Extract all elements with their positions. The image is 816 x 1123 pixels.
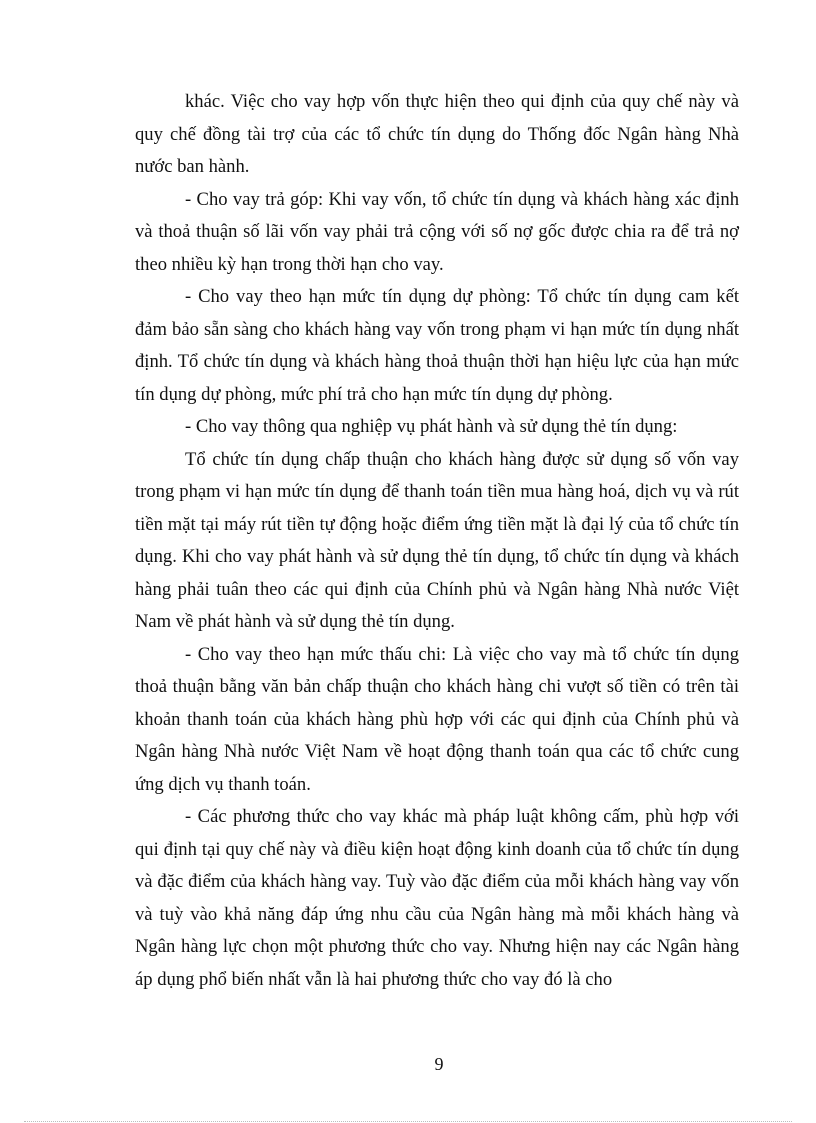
paragraph-other-methods: - Các phương thức cho vay khác mà pháp luật không cấm, phù hợp với qui định tại quy chế này và điều kiện hoạt động kinh doanh của tổ chức tín dụng và đặc điểm của khách hàng vay. Tuỳ vào đặc điểm của mỗi khách hàng vay vốn và tuỳ vào khả năng đáp ứng nhu cầu của Ngân hàng mà mỗi khách hàng và Ngân hàng lực chọn một phương thức cho vay. Nhưng hiện nay các Ngân hàng áp dụng phổ biến nhất vẫn là hai phương thức cho vay đó là cho [135, 806, 739, 990]
body-text [135, 86, 739, 996]
paragraph-credit-card-details: Tổ chức tín dụng chấp thuận cho khách hàng được sử dụng số vốn vay trong phạm vi hạn mức tín dụng để thanh toán tiền mua hàng hoá, dịch vụ và rút tiền mặt tại máy rút tiền tự động hoặc điểm ứng tiền mặt là đại lý của tổ chức tín dụng. Khi cho vay phát hành và sử dụng thẻ tín dụng, tổ chức tín dụng và khách hàng phải tuân theo các qui định của Chính phủ và Ngân hàng Nhà nước Việt Nam về phát hành và sử dụng thẻ tín dụng. [135, 448, 739, 632]
paragraph-syndicated-loan: khác. Việc cho vay hợp vốn thực hiện theo qui định của quy chế này và quy chế đồng tài trợ của các tổ chức tín dụng do Thống đốc Ngân hàng Nhà nước ban hành. [135, 91, 739, 177]
paragraph-overdraft-loan: - Cho vay theo hạn mức thấu chi: Là việc cho vay mà tổ chức tín dụng thoả thuận bằng văn bản chấp thuận cho khách hàng chi vượt số tiền có trên tài khoản thanh toán của khách hàng phù hợp với các qui định của Chính phủ và Ngân hàng Nhà nước Việt Nam về hoạt động thanh toán qua các tổ chức cung ứng dịch vụ thanh toán. [135, 643, 739, 795]
page-bottom-divider [24, 1121, 792, 1122]
page-number: 9 [434, 1054, 444, 1074]
paragraph-installment-loan: - Cho vay trả góp: Khi vay vốn, tổ chức tín dụng và khách hàng xác định và thoả thuận số lãi vốn vay phải trả cộng với số nợ gốc được chia ra để trả nợ theo nhiều kỳ hạn trong thời hạn cho vay. [135, 188, 739, 275]
paragraph-standby-credit-line: - Cho vay theo hạn mức tín dụng dự phòng: Tổ chức tín dụng cam kết đảm bảo sẵn sàng cho khách hàng vay vốn trong phạm vi hạn mức tín dụng nhất định. Tổ chức tín dụng và khách hàng thoả thuận thời hạn hiệu lực của hạn mức tín dụng dự phòng, mức phí trả cho hạn mức tín dụng dự phòng. [135, 286, 739, 405]
paragraph-credit-card-loan: - Cho vay thông qua nghiệp vụ phát hành và sử dụng thẻ tín dụng: [185, 416, 678, 437]
